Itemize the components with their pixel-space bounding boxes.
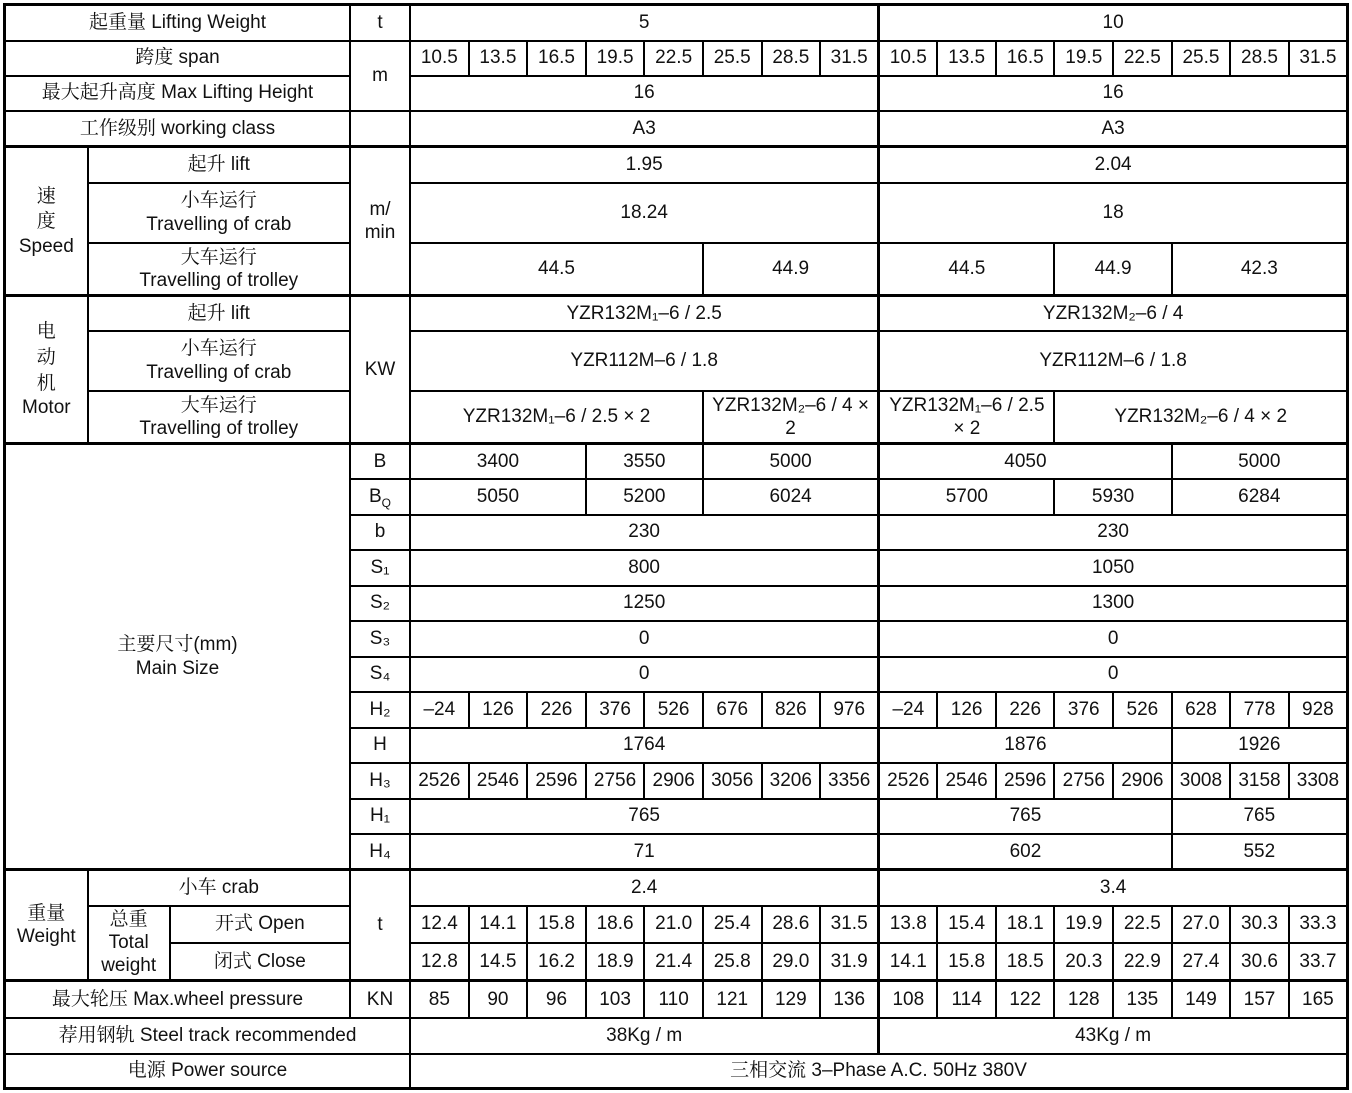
wheel-pressure-value: 85 — [410, 981, 469, 1018]
motor-trolley-value: YZR132M₁–6 / 2.5 × 2 — [879, 391, 1055, 444]
total-close-value: 18.5 — [996, 943, 1055, 981]
total-close-value: 31.9 — [820, 943, 879, 981]
label-line: m/ — [369, 198, 391, 220]
dim-BQ-value: 6284 — [1172, 479, 1348, 515]
total-open-value: 33.3 — [1289, 906, 1348, 943]
total-close-value: 18.9 — [586, 943, 645, 981]
working-class-value: A3 — [410, 111, 879, 147]
dim-BQ-value: 5200 — [586, 479, 703, 515]
motor-lift-value: YZR132M₂–6 / 4 — [879, 296, 1348, 331]
label-line: 主要尺寸(mm) — [117, 634, 238, 656]
max-height-value: 16 — [410, 76, 879, 111]
dim-H1-value: 765 — [1172, 799, 1348, 834]
label-line: B — [368, 485, 382, 507]
total-open-value: 28.6 — [762, 906, 821, 943]
total-weight-label-stack — [91, 908, 167, 978]
span-value: 28.5 — [1230, 41, 1289, 76]
dim-S1-value: 1050 — [879, 550, 1348, 586]
dim-H3-value: 2596 — [996, 763, 1055, 799]
crab-label-stack — [91, 189, 347, 235]
row-label-motor-trolley — [88, 391, 350, 444]
total-close-value: 29.0 — [762, 943, 821, 981]
row-label-steel-track: 荐用钢轨 Steel track recommended — [5, 1018, 411, 1054]
crab-weight-value: 2.4 — [410, 870, 879, 906]
unit-weight: t — [350, 870, 410, 981]
total-close-value: 22.9 — [1113, 943, 1172, 981]
section-label-motor — [5, 296, 88, 444]
dim-BQ-value: 5930 — [1054, 479, 1171, 515]
dim-H2-value: 126 — [937, 692, 996, 728]
dim-H4-value: 552 — [1172, 834, 1348, 870]
dim-S4-value: 0 — [879, 657, 1348, 692]
wheel-pressure-value: 114 — [937, 981, 996, 1018]
dim-label-H4: H₄ — [350, 834, 410, 870]
row-label-lifting-weight: 起重量 Lifting Weight — [5, 5, 350, 41]
dim-H3-value: 3308 — [1289, 763, 1348, 799]
total-close-value: 15.8 — [937, 943, 996, 981]
wheel-pressure-value: 165 — [1289, 981, 1348, 1018]
row-label-crab-weight: 小车 crab — [88, 870, 350, 906]
speed-label-stack — [8, 184, 85, 258]
label-line: 电动机 — [36, 321, 56, 394]
unit-speed — [350, 147, 410, 296]
span-value: 19.5 — [586, 41, 645, 76]
dim-H4-value: 602 — [879, 834, 1172, 870]
total-close-value: 33.7 — [1289, 943, 1348, 981]
dim-B-value: 4050 — [879, 444, 1172, 479]
span-value: 31.5 — [1289, 41, 1348, 76]
label-line: Total weight — [101, 932, 157, 977]
dim-S4-value: 0 — [410, 657, 879, 692]
label-line: Travelling of trolley — [139, 417, 299, 439]
wheel-pressure-value: 128 — [1054, 981, 1113, 1018]
span-value: 31.5 — [820, 41, 879, 76]
dim-H2-value: 676 — [703, 692, 762, 728]
section-label-main-size — [5, 444, 350, 870]
dim-BQ-value: 6024 — [703, 479, 879, 515]
dim-H2-value: –24 — [879, 692, 938, 728]
dim-H3-value: 2526 — [410, 763, 469, 799]
total-close-value: 21.4 — [644, 943, 703, 981]
power-source-value: 三相交流 3–Phase A.C. 50Hz 380V — [410, 1054, 1347, 1089]
total-open-value: 22.5 — [1113, 906, 1172, 943]
total-open-value: 30.3 — [1230, 906, 1289, 943]
dim-H2-value: 126 — [469, 692, 528, 728]
unit-span: m — [350, 41, 410, 111]
max-height-value: 16 — [879, 76, 1348, 111]
speed-trolley-value: 44.9 — [703, 243, 879, 296]
crab-label-stack — [91, 337, 347, 383]
dim-H2-value: 226 — [527, 692, 586, 728]
total-open-value: 15.8 — [527, 906, 586, 943]
label-line: Travelling of crab — [146, 213, 292, 235]
dim-H3-value: 2906 — [644, 763, 703, 799]
total-close-value: 30.6 — [1230, 943, 1289, 981]
section-label-speed — [5, 147, 88, 296]
label-line: 总重 — [109, 908, 148, 930]
wheel-pressure-value: 157 — [1230, 981, 1289, 1018]
working-class-value: A3 — [879, 111, 1348, 147]
dim-S1-value: 800 — [410, 550, 879, 586]
dim-BQ-value: 5700 — [879, 479, 1055, 515]
capacity-value: 10 — [879, 5, 1348, 41]
unit-speed-stack — [353, 198, 407, 244]
dim-H1-value: 765 — [879, 799, 1172, 834]
trolley-label-stack — [91, 394, 347, 440]
motor-crab-value: YZR112M–6 / 1.8 — [410, 331, 879, 391]
total-close-value: 14.1 — [879, 943, 938, 981]
dim-S3-value: 0 — [410, 621, 879, 657]
dim-H3-value: 3158 — [1230, 763, 1289, 799]
dim-b-value: 230 — [879, 515, 1348, 550]
trolley-label-stack — [91, 246, 347, 292]
dim-B-value: 3400 — [410, 444, 586, 479]
speed-trolley-value: 44.5 — [410, 243, 703, 296]
total-open-value: 13.8 — [879, 906, 938, 943]
dim-label-b: b — [350, 515, 410, 550]
dim-S3-value: 0 — [879, 621, 1348, 657]
motor-trolley-value: YZR132M₂–6 / 4 × 2 — [703, 391, 879, 444]
wheel-pressure-value: 103 — [586, 981, 645, 1018]
total-open-value: 19.9 — [1054, 906, 1113, 943]
dim-H3-value: 2756 — [586, 763, 645, 799]
dim-label-S2: S₂ — [350, 586, 410, 621]
steel-track-value: 43Kg / m — [879, 1018, 1348, 1054]
dim-H-value: 1926 — [1172, 728, 1348, 763]
total-close-value: 12.8 — [410, 943, 469, 981]
capacity-value: 5 — [410, 5, 879, 41]
label-line: 重量 — [27, 902, 66, 924]
row-label-speed-trolley — [88, 243, 350, 296]
motor-lift-value: YZR132M₁–6 / 2.5 — [410, 296, 879, 331]
total-open-value: 25.4 — [703, 906, 762, 943]
speed-crab-value: 18.24 — [410, 183, 879, 243]
weight-label-stack — [8, 902, 85, 948]
label-line: Speed — [18, 236, 74, 258]
row-label-span: 跨度 span — [5, 41, 350, 76]
motor-label-stack — [8, 319, 85, 419]
dim-B-value: 5000 — [703, 444, 879, 479]
dim-label-S4: S₄ — [350, 657, 410, 692]
label-line: Travelling of trolley — [139, 269, 299, 291]
label-line: 速度 — [36, 185, 56, 233]
dim-H3-value: 3056 — [703, 763, 762, 799]
dim-H3-value: 2546 — [469, 763, 528, 799]
dim-H2-value: 226 — [996, 692, 1055, 728]
span-value: 16.5 — [527, 41, 586, 76]
speed-lift-value: 1.95 — [410, 147, 879, 183]
section-label-weight — [5, 870, 88, 981]
dim-label-H2: H₂ — [350, 692, 410, 728]
dim-H2-value: 526 — [644, 692, 703, 728]
wheel-pressure-value: 149 — [1172, 981, 1231, 1018]
crane-spec-table — [3, 3, 1349, 1090]
row-label-motor-lift: 起升 lift — [88, 296, 350, 331]
row-label-working-class: 工作级别 working class — [5, 111, 350, 147]
dim-H3-value: 3008 — [1172, 763, 1231, 799]
dim-H3-value: 3206 — [762, 763, 821, 799]
dim-H-value: 1764 — [410, 728, 879, 763]
label-line: 小车运行 — [180, 338, 257, 360]
speed-trolley-value: 44.9 — [1054, 243, 1171, 296]
unit-lifting-weight: t — [350, 5, 410, 41]
total-open-value: 18.1 — [996, 906, 1055, 943]
total-open-value: 21.0 — [644, 906, 703, 943]
dim-H3-value: 2546 — [937, 763, 996, 799]
dim-H2-value: 628 — [1172, 692, 1231, 728]
dim-H2-value: 376 — [586, 692, 645, 728]
wheel-pressure-value: 122 — [996, 981, 1055, 1018]
row-label-power-source: 电源 Power source — [5, 1054, 411, 1089]
dim-S2-value: 1300 — [879, 586, 1348, 621]
speed-lift-value: 2.04 — [879, 147, 1348, 183]
total-open-value: 14.1 — [469, 906, 528, 943]
wheel-pressure-value: 90 — [469, 981, 528, 1018]
label-line: Motor — [22, 397, 71, 419]
motor-trolley-value: YZR132M₁–6 / 2.5 × 2 — [410, 391, 703, 444]
crab-weight-value: 3.4 — [879, 870, 1348, 906]
dim-H2-value: 376 — [1054, 692, 1113, 728]
dim-H2-value: 526 — [1113, 692, 1172, 728]
label-line: 小车运行 — [180, 190, 257, 212]
label-subscript: Q — [381, 495, 392, 510]
span-value: 16.5 — [996, 41, 1055, 76]
speed-trolley-value: 42.3 — [1172, 243, 1348, 296]
wheel-pressure-value: 135 — [1113, 981, 1172, 1018]
main-size-label-stack — [8, 633, 347, 679]
dim-label-B: B — [350, 444, 410, 479]
dim-label-S1: S₁ — [350, 550, 410, 586]
wheel-pressure-value: 110 — [644, 981, 703, 1018]
label-line: 大车运行 — [180, 246, 257, 268]
wheel-pressure-value: 96 — [527, 981, 586, 1018]
dim-H2-value: –24 — [410, 692, 469, 728]
total-open-value: 18.6 — [586, 906, 645, 943]
dim-H3-value: 2906 — [1113, 763, 1172, 799]
total-open-value: 15.4 — [937, 906, 996, 943]
label-line: Weight — [16, 926, 76, 947]
dim-H2-value: 976 — [820, 692, 879, 728]
label-line: min — [364, 222, 396, 243]
dim-H1-value: 765 — [410, 799, 879, 834]
span-value: 22.5 — [1113, 41, 1172, 76]
label-line: 大车运行 — [180, 394, 257, 416]
span-value: 13.5 — [469, 41, 528, 76]
dim-label-H: H — [350, 728, 410, 763]
row-label-open: 开式 Open — [170, 906, 350, 943]
dim-H3-value: 2526 — [879, 763, 938, 799]
dim-label-BQ — [350, 479, 410, 515]
row-label-max-lifting-height: 最大起升高度 Max Lifting Height — [5, 76, 350, 111]
span-value: 25.5 — [703, 41, 762, 76]
span-value: 25.5 — [1172, 41, 1231, 76]
span-value: 13.5 — [937, 41, 996, 76]
span-value: 19.5 — [1054, 41, 1113, 76]
dim-S2-value: 1250 — [410, 586, 879, 621]
dim-H3-value: 3356 — [820, 763, 879, 799]
dim-H4-value: 71 — [410, 834, 879, 870]
total-close-value: 16.2 — [527, 943, 586, 981]
wheel-pressure-value: 136 — [820, 981, 879, 1018]
span-value: 10.5 — [879, 41, 938, 76]
dim-b-value: 230 — [410, 515, 879, 550]
span-value: 22.5 — [644, 41, 703, 76]
dim-B-value: 3550 — [586, 444, 703, 479]
wheel-pressure-value: 108 — [879, 981, 938, 1018]
total-close-value: 14.5 — [469, 943, 528, 981]
row-label-motor-crab — [88, 331, 350, 391]
total-open-value: 27.0 — [1172, 906, 1231, 943]
total-open-value: 31.5 — [820, 906, 879, 943]
row-label-max-wheel-pressure: 最大轮压 Max.wheel pressure — [5, 981, 350, 1018]
total-close-value: 20.3 — [1054, 943, 1113, 981]
wheel-pressure-value: 129 — [762, 981, 821, 1018]
total-close-value: 25.8 — [703, 943, 762, 981]
unit-working-class-empty — [350, 111, 410, 147]
dim-H2-value: 928 — [1289, 692, 1348, 728]
span-value: 28.5 — [762, 41, 821, 76]
steel-track-value: 38Kg / m — [410, 1018, 879, 1054]
total-open-value: 12.4 — [410, 906, 469, 943]
dim-H2-value: 778 — [1230, 692, 1289, 728]
motor-crab-value: YZR112M–6 / 1.8 — [879, 331, 1348, 391]
dim-H2-value: 826 — [762, 692, 821, 728]
unit-motor: KW — [350, 296, 410, 444]
dim-H3-value: 2596 — [527, 763, 586, 799]
speed-trolley-value: 44.5 — [879, 243, 1055, 296]
row-label-close: 闭式 Close — [170, 943, 350, 981]
dim-H-value: 1876 — [879, 728, 1172, 763]
motor-trolley-value: YZR132M₂–6 / 4 × 2 — [1054, 391, 1347, 444]
row-label-speed-crab — [88, 183, 350, 243]
total-close-value: 27.4 — [1172, 943, 1231, 981]
wheel-pressure-value: 121 — [703, 981, 762, 1018]
speed-crab-value: 18 — [879, 183, 1348, 243]
dim-B-value: 5000 — [1172, 444, 1348, 479]
dim-label-H1: H₁ — [350, 799, 410, 834]
dim-label-S3: S₃ — [350, 621, 410, 657]
row-label-speed-lift: 起升 lift — [88, 147, 350, 183]
span-value: 10.5 — [410, 41, 469, 76]
unit-wheel-pressure: KN — [350, 981, 410, 1018]
dim-label-H3: H₃ — [350, 763, 410, 799]
dim-BQ-value: 5050 — [410, 479, 586, 515]
label-line: Travelling of crab — [146, 361, 292, 383]
row-label-total-weight — [88, 906, 170, 981]
dim-H3-value: 2756 — [1054, 763, 1113, 799]
label-line: Main Size — [135, 657, 220, 679]
